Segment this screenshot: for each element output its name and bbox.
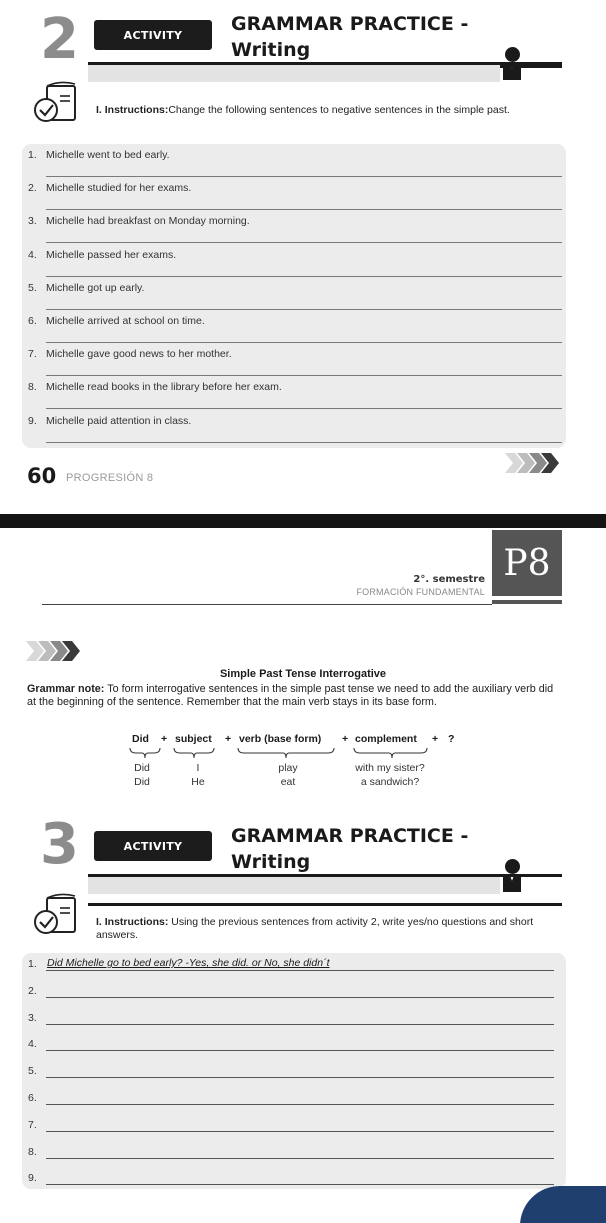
sentence-number: 8. bbox=[28, 381, 37, 394]
page-divider bbox=[0, 514, 606, 528]
semester-label: 2°. semestre bbox=[413, 574, 485, 585]
example-verb: eat bbox=[280, 776, 296, 788]
sentence-item bbox=[28, 282, 144, 294]
example-did: Did bbox=[134, 776, 150, 788]
instructions-label: I. Instructions: bbox=[96, 104, 169, 116]
sentence-text: Michelle passed her exams. bbox=[46, 248, 177, 261]
activity-title-line2: Writing bbox=[231, 39, 311, 61]
formula-plus: + bbox=[432, 733, 439, 745]
answer-line[interactable] bbox=[46, 276, 562, 277]
sentence-number: 5. bbox=[28, 281, 37, 294]
sentence-text: Michelle gave good news to her mother. bbox=[46, 348, 232, 361]
answer-line[interactable] bbox=[46, 209, 562, 210]
answer-line[interactable] bbox=[46, 997, 554, 998]
sentence-item bbox=[28, 215, 250, 227]
answer-line[interactable] bbox=[46, 1050, 554, 1051]
sentence-number: 6. bbox=[28, 315, 37, 327]
answer-line[interactable] bbox=[46, 176, 562, 177]
sentence-item bbox=[28, 315, 205, 327]
example-complement: with my sister? bbox=[355, 762, 425, 774]
activity-title-line1: GRAMMAR PRACTICE - bbox=[231, 825, 469, 847]
example-verb: play bbox=[278, 762, 298, 774]
answer-number: 9. bbox=[28, 1172, 37, 1185]
formula-complement: complement bbox=[355, 733, 417, 745]
checklist-book-icon bbox=[30, 890, 84, 940]
answer-number: 6. bbox=[28, 1092, 37, 1104]
answers-panel bbox=[22, 953, 566, 1189]
sentence-number: 9. bbox=[28, 414, 37, 427]
sentence-number: 2. bbox=[28, 182, 37, 195]
answer-line[interactable] bbox=[46, 342, 562, 343]
sentence-text: Michelle paid attention in class. bbox=[46, 414, 192, 427]
formula-braces bbox=[128, 746, 448, 760]
sentence-text: Michelle studied for her exams. bbox=[46, 182, 192, 195]
sentence-item bbox=[28, 381, 282, 393]
formula-subject: subject bbox=[175, 733, 212, 745]
checklist-book-icon bbox=[30, 78, 84, 128]
activity-number: 2 bbox=[40, 7, 79, 72]
answer-number: 1. bbox=[28, 958, 37, 970]
answer-line[interactable] bbox=[46, 1184, 554, 1185]
answer-line[interactable] bbox=[46, 1024, 554, 1025]
answer-line[interactable] bbox=[46, 375, 562, 376]
header-band bbox=[88, 62, 500, 82]
sentence-item bbox=[28, 249, 176, 261]
instructions-label: I. Instructions: bbox=[96, 916, 169, 928]
example-subject: He bbox=[191, 776, 205, 788]
chevrons-icon bbox=[505, 453, 565, 473]
header-rule-top bbox=[88, 62, 562, 65]
activity-badge: ACTIVITY bbox=[94, 20, 212, 50]
header-rule-bottom bbox=[88, 903, 562, 906]
answer-line[interactable] bbox=[46, 1131, 554, 1132]
activity-title-line2: Writing bbox=[231, 851, 311, 873]
sentence-text: Michelle arrived at school on time. bbox=[46, 315, 205, 327]
activity-badge: ACTIVITY bbox=[94, 831, 212, 861]
page-number: 60 bbox=[27, 464, 57, 488]
example-did: Did bbox=[134, 762, 150, 774]
answer-number: 3. bbox=[28, 1011, 37, 1024]
grammar-note-label: Grammar note: bbox=[27, 683, 105, 695]
answer-line[interactable] bbox=[46, 242, 562, 243]
formacion-label: FORMACIÓN FUNDAMENTAL bbox=[356, 587, 485, 597]
sentence-number: 4. bbox=[28, 248, 37, 261]
answer-number: 2. bbox=[28, 984, 37, 997]
instructions-2 bbox=[96, 104, 566, 117]
formula-question-mark: ? bbox=[448, 733, 455, 745]
student-icon bbox=[502, 859, 522, 893]
formula-verb: verb (base form) bbox=[239, 733, 322, 745]
sentence-number: 3. bbox=[28, 215, 37, 228]
header-rule-top bbox=[88, 874, 562, 877]
sentence-number: 1. bbox=[28, 149, 37, 161]
answer-number: 8. bbox=[28, 1145, 37, 1158]
formula-did: Did bbox=[132, 733, 149, 745]
example-subject: I bbox=[196, 762, 200, 774]
header-underline-bold bbox=[492, 600, 562, 604]
activity-number: 3 bbox=[40, 812, 79, 877]
activity-title bbox=[231, 823, 468, 875]
formula-plus: + bbox=[225, 733, 232, 745]
answer-number: 7. bbox=[28, 1118, 37, 1131]
sentence-item bbox=[28, 182, 191, 194]
answer-line[interactable] bbox=[46, 408, 562, 409]
grammar-note-title: Simple Past Tense Interrogative bbox=[219, 668, 387, 680]
activity-title-line1: GRAMMAR PRACTICE - bbox=[231, 13, 469, 35]
answer-line[interactable] bbox=[46, 970, 554, 971]
sentence-text: Michelle went to bed early. bbox=[46, 149, 170, 161]
sentence-item bbox=[28, 415, 191, 427]
formula-plus: + bbox=[161, 733, 168, 745]
answer-line[interactable] bbox=[46, 309, 562, 310]
chevrons-icon bbox=[26, 641, 86, 661]
student-icon bbox=[502, 47, 522, 81]
formula-plus: + bbox=[342, 733, 349, 745]
sentence-item bbox=[28, 348, 232, 360]
instructions-3 bbox=[96, 916, 558, 942]
instructions-text: Change the following sentences to negative sentences in the simple past. bbox=[168, 104, 510, 116]
header-underline bbox=[42, 604, 492, 605]
grammar-note-text: To form interrogative sentences in the simple past tense we need to add the auxiliary verb did at the beginning of the sentence. Remember that the main verb stays in its base form. bbox=[27, 683, 554, 708]
grammar-note bbox=[27, 683, 557, 709]
answer-line[interactable] bbox=[46, 1104, 554, 1105]
example-complement: a sandwich? bbox=[360, 776, 420, 788]
sentence-text: Michelle got up early. bbox=[46, 281, 145, 294]
example-answer: Did Michelle go to bed early? -Yes, she did. or No, she didn´t bbox=[47, 957, 330, 969]
sentence-number: 7. bbox=[28, 348, 37, 361]
progression-label: PROGRESIÓN 8 bbox=[66, 472, 154, 484]
sentence-text: Michelle read books in the library before her exam. bbox=[46, 381, 282, 394]
header-band bbox=[88, 874, 500, 894]
answer-line[interactable] bbox=[46, 1077, 554, 1078]
answer-line[interactable] bbox=[46, 442, 562, 443]
instructions-text: Using the previous sentences from activity 2, write yes/no questions and short answers. bbox=[96, 916, 534, 941]
progression-badge: P8 bbox=[492, 530, 562, 596]
answer-line[interactable] bbox=[46, 1158, 554, 1159]
answer-number: 5. bbox=[28, 1065, 37, 1078]
sentence-item bbox=[28, 149, 170, 161]
answer-number: 4. bbox=[28, 1038, 37, 1051]
activity-title bbox=[231, 11, 468, 63]
page-corner-decoration bbox=[520, 1186, 606, 1223]
sentence-text: Michelle had breakfast on Monday morning. bbox=[46, 215, 250, 228]
